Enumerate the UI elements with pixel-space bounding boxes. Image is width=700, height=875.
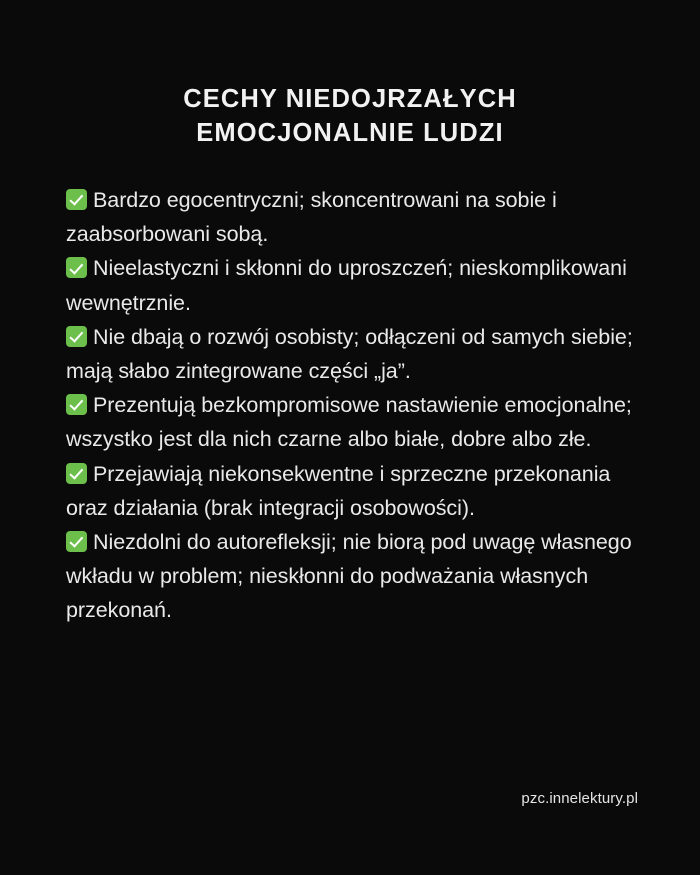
traits-list (66, 183, 646, 628)
list-item-label: Nie dbają o rozwój osobisty; odłączeni od samych siebie; mają słabo zintegrowane części „ja”. (66, 324, 633, 384)
list-item (66, 251, 646, 319)
list-item-label: Nieelastyczni i skłonni do uproszczeń; nieskomplikowani wewnętrznie. (66, 256, 627, 315)
list-item (66, 320, 646, 388)
white-check-mark-icon (66, 463, 87, 484)
list-item-label: Bardzo egocentryczni; skoncentrowani na sobie i zaabsorbowani sobą. (66, 188, 557, 247)
white-check-mark-icon (66, 257, 87, 278)
list-item-label: Prezentują bezkompromisowe nastawienie emocjonalne; wszystko jest dla nich czarne albo białe, dobre albo złe. (66, 393, 632, 452)
white-check-mark-icon (66, 394, 87, 415)
title-line-1: CECHY NIEDOJRZAŁYCH (183, 85, 517, 113)
list-item (66, 388, 646, 456)
title-line-2: EMOCJONALNIE LUDZI (196, 119, 504, 147)
list-item-label: Przejawiają niekonsekwentne i sprzeczne przekonania oraz działania (brak integracji osobowości). (66, 461, 611, 520)
list-item (66, 183, 646, 251)
page-title (0, 0, 700, 150)
white-check-mark-icon (66, 531, 87, 552)
list-item (66, 457, 646, 525)
white-check-mark-icon (66, 326, 87, 347)
white-check-mark-icon (66, 189, 87, 210)
list-item-label: Niezdolni do autorefleksji; nie biorą pod uwagę własnego wkładu w problem; nieskłonni do podważania własnych przekonań. (66, 530, 632, 623)
list-item (66, 525, 646, 628)
footer-source: pzc.innelektury.pl (521, 790, 638, 807)
